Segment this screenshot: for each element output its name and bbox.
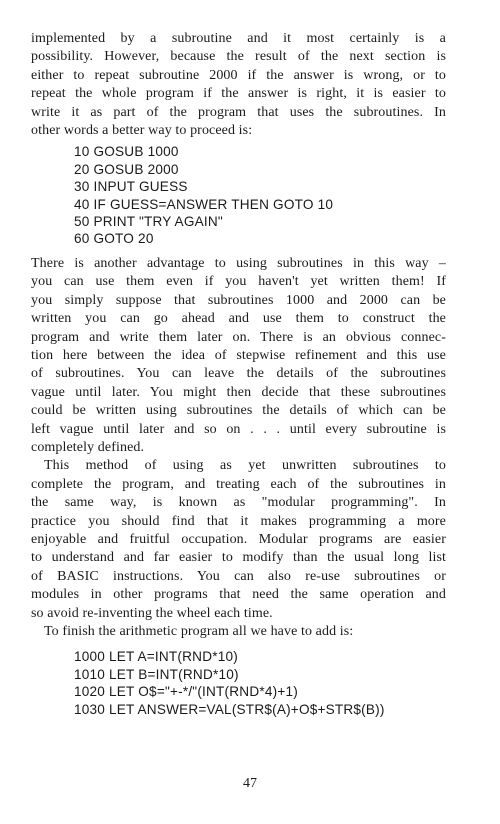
text-line: left vague until later and so on . . . until every subroutine is xyxy=(31,421,446,437)
text-line: to understand and far easier to modify than the usual long list xyxy=(31,550,446,566)
text-line: possibility. However, because the result of the next section is xyxy=(31,49,446,65)
text-line: modules in other programs that need the same operation and xyxy=(31,587,446,603)
code-line: 1000 LET A=INT(RND*10) xyxy=(74,649,238,665)
paragraph xyxy=(31,623,446,641)
text-line: To finish the arithmetic program all we have to add is: xyxy=(44,624,354,639)
text-line: There is another advantage to using subroutines in this way – xyxy=(31,255,446,271)
text-line: complete the program, and treating each of the subroutines in xyxy=(31,476,446,492)
text-line: written you can go ahead and use them to construct the xyxy=(31,311,446,327)
text-line: This method of using as yet unwritten subroutines to xyxy=(44,458,446,474)
text-line: tion here between the idea of stepwise refinement and this use xyxy=(31,347,446,363)
text-line: the same way, is known as "modular programming". In xyxy=(31,495,446,511)
code-line: 60 GOTO 20 xyxy=(74,231,154,247)
code-line: 1010 LET B=INT(RND*10) xyxy=(74,666,239,682)
text-line: you simply suppose that subroutines 1000 and 2000 can be xyxy=(31,292,446,308)
text-line: of BASIC instructions. You can also re-use subroutines or xyxy=(31,568,446,584)
code-line: 1020 LET O$="+-*/"(INT(RND*4)+1) xyxy=(74,684,298,700)
book-page xyxy=(31,30,446,718)
text-line: so avoid re-inventing the wheel each time. xyxy=(31,605,273,621)
code-listing xyxy=(31,648,446,718)
page-number: 47 xyxy=(243,776,257,791)
text-line: enjoyable and fruitful occupation. Modular programs are easier xyxy=(31,531,446,547)
text-line: implemented by a subroutine and it most certainly is a xyxy=(31,31,446,46)
text-line: vague until later. You might then decide that these subroutines xyxy=(31,384,446,400)
text-line: other words a better way to proceed is: xyxy=(31,123,253,139)
paragraph xyxy=(31,255,446,457)
text-line: of subroutines. You can leave the details of the subroutines xyxy=(31,366,446,382)
code-line: 1030 LET ANSWER=VAL(STR$(A)+O$+STR$(B)) xyxy=(74,701,385,717)
text-line: completely defined. xyxy=(31,439,145,455)
text-line: you can use them even if you haven't yet written them! If xyxy=(31,274,446,290)
paragraph xyxy=(31,30,446,140)
text-line: program and write them later on. There is an obvious connec- xyxy=(31,329,446,345)
code-line: 20 GOSUB 2000 xyxy=(74,161,179,177)
text-line: write it as part of the program that uses the subroutines. In xyxy=(31,104,446,120)
code-line: 30 INPUT GUESS xyxy=(74,179,188,195)
code-listing xyxy=(31,143,446,247)
code-line: 40 IF GUESS=ANSWER THEN GOTO 10 xyxy=(74,196,334,212)
code-line: 10 GOSUB 1000 xyxy=(74,144,179,160)
paragraph xyxy=(31,457,446,623)
text-line: could be written using subroutines the details of which can be xyxy=(31,403,446,419)
text-line: repeat the whole program if the answer is right, it is easier to xyxy=(31,86,446,102)
code-line: 50 PRINT "TRY AGAIN" xyxy=(74,214,223,230)
text-line: either to repeat subroutine 2000 if the answer is wrong, or to xyxy=(31,67,446,83)
text-line: practice you should find that it makes programming a more xyxy=(31,513,446,529)
